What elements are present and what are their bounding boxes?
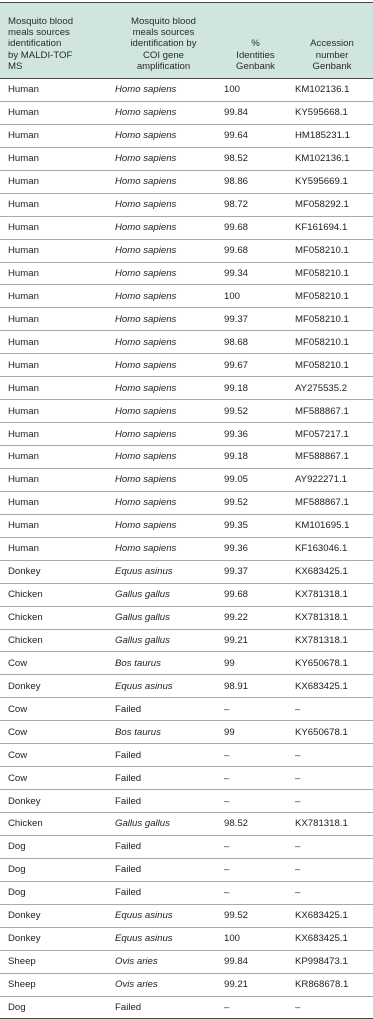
cell-identity-percent: 99.68	[216, 216, 291, 239]
cell-coi-species: Homo sapiens	[107, 216, 216, 239]
cell-maldi-source: Dog	[0, 996, 107, 1019]
cell-maldi-source: Human	[0, 354, 107, 377]
cell-coi-species: Homo sapiens	[107, 79, 216, 102]
cell-accession-number: MF058292.1	[291, 193, 373, 216]
header-text-line: Accession	[310, 38, 354, 50]
cell-maldi-source: Chicken	[0, 813, 107, 836]
table-row	[0, 101, 373, 124]
cell-accession-number: MF588867.1	[291, 400, 373, 423]
cell-coi-species: Homo sapiens	[107, 239, 216, 262]
header-text-line: by MALDI-TOF	[8, 49, 73, 61]
cell-accession-number: MF058210.1	[291, 331, 373, 354]
cell-coi-species: Homo sapiens	[107, 491, 216, 514]
cell-identity-percent: –	[216, 858, 291, 881]
table-row	[0, 629, 373, 652]
cell-identity-percent: 99.21	[216, 973, 291, 996]
table-row	[0, 514, 373, 537]
cell-coi-species: Failed	[107, 858, 216, 881]
table-row	[0, 835, 373, 858]
header-text-line: Mosquito blood	[8, 15, 74, 27]
cell-identity-percent: 99.34	[216, 262, 291, 285]
cell-maldi-source: Human	[0, 491, 107, 514]
cell-identity-percent: 99.84	[216, 950, 291, 973]
cell-identity-percent: 100	[216, 79, 291, 102]
cell-coi-species: Gallus gallus	[107, 629, 216, 652]
table-row	[0, 193, 373, 216]
cell-accession-number: KM101695.1	[291, 514, 373, 537]
cell-coi-species: Bos taurus	[107, 652, 216, 675]
cell-accession-number: –	[291, 996, 373, 1019]
cell-identity-percent: 99	[216, 652, 291, 675]
cell-accession-number: –	[291, 790, 373, 813]
cell-identity-percent: 99.84	[216, 101, 291, 124]
cell-accession-number: MF058210.1	[291, 239, 373, 262]
cell-accession-number: –	[291, 767, 373, 790]
cell-accession-number: KM102136.1	[291, 79, 373, 102]
header-text-line: COI gene	[142, 49, 185, 61]
table-row	[0, 790, 373, 813]
cell-maldi-source: Donkey	[0, 790, 107, 813]
cell-identity-percent: 98.52	[216, 813, 291, 836]
cell-maldi-source: Dog	[0, 835, 107, 858]
header-identities	[216, 3, 291, 79]
table-row	[0, 400, 373, 423]
cell-coi-species: Ovis aries	[107, 973, 216, 996]
cell-identity-percent: –	[216, 996, 291, 1019]
cell-coi-species: Failed	[107, 790, 216, 813]
cell-accession-number: KP998473.1	[291, 950, 373, 973]
table-header	[0, 3, 373, 79]
cell-identity-percent: 99.64	[216, 124, 291, 147]
cell-coi-species: Homo sapiens	[107, 537, 216, 560]
cell-coi-species: Homo sapiens	[107, 331, 216, 354]
table-row	[0, 262, 373, 285]
cell-identity-percent: 99.22	[216, 606, 291, 629]
table-body	[0, 79, 373, 1019]
cell-coi-species: Homo sapiens	[107, 468, 216, 491]
table-row	[0, 858, 373, 881]
table-row	[0, 331, 373, 354]
cell-identity-percent: 98.68	[216, 331, 291, 354]
cell-coi-species: Homo sapiens	[107, 446, 216, 469]
cell-maldi-source: Human	[0, 239, 107, 262]
cell-maldi-source: Human	[0, 147, 107, 170]
cell-identity-percent: 100	[216, 927, 291, 950]
cell-accession-number: KM102136.1	[291, 147, 373, 170]
cell-coi-species: Failed	[107, 835, 216, 858]
cell-coi-species: Homo sapiens	[107, 193, 216, 216]
cell-accession-number: KY595669.1	[291, 170, 373, 193]
cell-maldi-source: Sheep	[0, 950, 107, 973]
cell-identity-percent: 99.36	[216, 537, 291, 560]
table-row	[0, 354, 373, 377]
cell-accession-number: KR868678.1	[291, 973, 373, 996]
table-row	[0, 377, 373, 400]
cell-maldi-source: Human	[0, 285, 107, 308]
cell-identity-percent: –	[216, 744, 291, 767]
cell-identity-percent: 99.52	[216, 904, 291, 927]
cell-identity-percent: 99.21	[216, 629, 291, 652]
header-coi-amplification	[107, 3, 216, 79]
cell-identity-percent: 99.36	[216, 423, 291, 446]
cell-maldi-source: Cow	[0, 767, 107, 790]
cell-coi-species: Homo sapiens	[107, 514, 216, 537]
table-row	[0, 950, 373, 973]
cell-coi-species: Bos taurus	[107, 721, 216, 744]
cell-accession-number: KY650678.1	[291, 652, 373, 675]
table-row	[0, 285, 373, 308]
blood-meal-identification-table	[0, 2, 373, 1019]
cell-maldi-source: Human	[0, 446, 107, 469]
cell-maldi-source: Chicken	[0, 583, 107, 606]
cell-maldi-source: Dog	[0, 881, 107, 904]
header-text-line: meals sources	[8, 27, 70, 39]
cell-maldi-source: Human	[0, 193, 107, 216]
cell-maldi-source: Human	[0, 331, 107, 354]
cell-coi-species: Homo sapiens	[107, 308, 216, 331]
cell-coi-species: Homo sapiens	[107, 147, 216, 170]
cell-coi-species: Homo sapiens	[107, 423, 216, 446]
table-row	[0, 721, 373, 744]
cell-accession-number: MF588867.1	[291, 446, 373, 469]
cell-maldi-source: Human	[0, 468, 107, 491]
table-row	[0, 583, 373, 606]
header-text-line: MS	[8, 60, 23, 72]
cell-identity-percent: 99.05	[216, 468, 291, 491]
cell-accession-number: –	[291, 744, 373, 767]
table-row	[0, 675, 373, 698]
cell-identity-percent: 99.18	[216, 446, 291, 469]
cell-accession-number: KX683425.1	[291, 675, 373, 698]
cell-identity-percent: 99	[216, 721, 291, 744]
header-text-line: meals sources	[132, 27, 195, 39]
cell-maldi-source: Human	[0, 79, 107, 102]
cell-maldi-source: Human	[0, 124, 107, 147]
cell-maldi-source: Cow	[0, 721, 107, 744]
cell-accession-number: KF161694.1	[291, 216, 373, 239]
cell-maldi-source: Human	[0, 216, 107, 239]
table-row	[0, 973, 373, 996]
cell-accession-number: AY275535.2	[291, 377, 373, 400]
cell-coi-species: Homo sapiens	[107, 170, 216, 193]
cell-accession-number: –	[291, 881, 373, 904]
cell-coi-species: Equus asinus	[107, 675, 216, 698]
cell-maldi-source: Human	[0, 400, 107, 423]
cell-maldi-source: Human	[0, 537, 107, 560]
cell-identity-percent: 100	[216, 285, 291, 308]
header-row	[0, 3, 373, 79]
cell-maldi-source: Chicken	[0, 629, 107, 652]
cell-identity-percent: 99.52	[216, 491, 291, 514]
cell-maldi-source: Cow	[0, 744, 107, 767]
cell-identity-percent: 99.68	[216, 239, 291, 262]
table-row	[0, 308, 373, 331]
header-text-line: identification by	[130, 38, 197, 50]
cell-coi-species: Homo sapiens	[107, 400, 216, 423]
cell-coi-species: Homo sapiens	[107, 377, 216, 400]
cell-accession-number: –	[291, 698, 373, 721]
cell-maldi-source: Sheep	[0, 973, 107, 996]
cell-coi-species: Failed	[107, 698, 216, 721]
cell-maldi-source: Donkey	[0, 904, 107, 927]
cell-accession-number: KF163046.1	[291, 537, 373, 560]
cell-maldi-source: Human	[0, 262, 107, 285]
cell-maldi-source: Donkey	[0, 927, 107, 950]
cell-maldi-source: Human	[0, 423, 107, 446]
cell-identity-percent: –	[216, 881, 291, 904]
cell-accession-number: KX683425.1	[291, 560, 373, 583]
cell-maldi-source: Human	[0, 308, 107, 331]
cell-accession-number: –	[291, 858, 373, 881]
cell-identity-percent: 98.72	[216, 193, 291, 216]
table-row	[0, 744, 373, 767]
cell-accession-number: MF057217.1	[291, 423, 373, 446]
cell-identity-percent: 99.37	[216, 308, 291, 331]
cell-maldi-source: Cow	[0, 652, 107, 675]
table-row	[0, 216, 373, 239]
header-accession	[291, 3, 373, 79]
header-maldi-tof	[0, 3, 107, 79]
cell-maldi-source: Donkey	[0, 675, 107, 698]
cell-identity-percent: 98.86	[216, 170, 291, 193]
cell-coi-species: Homo sapiens	[107, 101, 216, 124]
cell-accession-number: MF058210.1	[291, 262, 373, 285]
table-row	[0, 239, 373, 262]
cell-accession-number: KX781318.1	[291, 583, 373, 606]
table-row	[0, 813, 373, 836]
cell-identity-percent: –	[216, 767, 291, 790]
table-row	[0, 468, 373, 491]
cell-identity-percent: 99.18	[216, 377, 291, 400]
cell-coi-species: Homo sapiens	[107, 285, 216, 308]
cell-identity-percent: –	[216, 790, 291, 813]
table-row	[0, 423, 373, 446]
header-text-line: amplification	[136, 60, 191, 72]
table-row	[0, 79, 373, 102]
header-text-line: number	[315, 49, 349, 61]
header-text-line: identification	[8, 38, 62, 50]
cell-coi-species: Equus asinus	[107, 904, 216, 927]
cell-accession-number: KX781318.1	[291, 629, 373, 652]
cell-maldi-source: Cow	[0, 698, 107, 721]
header-text-line: Identities	[236, 49, 275, 61]
cell-accession-number: MF058210.1	[291, 285, 373, 308]
cell-accession-number: KX781318.1	[291, 606, 373, 629]
table-row	[0, 170, 373, 193]
table-row	[0, 767, 373, 790]
cell-maldi-source: Human	[0, 514, 107, 537]
table-row	[0, 881, 373, 904]
cell-identity-percent: –	[216, 698, 291, 721]
cell-accession-number: KX683425.1	[291, 904, 373, 927]
cell-coi-species: Gallus gallus	[107, 813, 216, 836]
cell-accession-number: KY595668.1	[291, 101, 373, 124]
header-text-line: %	[251, 38, 260, 50]
cell-coi-species: Failed	[107, 744, 216, 767]
cell-identity-percent: –	[216, 835, 291, 858]
table-row	[0, 537, 373, 560]
table-row	[0, 491, 373, 514]
cell-coi-species: Failed	[107, 996, 216, 1019]
table-row	[0, 996, 373, 1019]
cell-coi-species: Failed	[107, 881, 216, 904]
cell-accession-number: MF058210.1	[291, 308, 373, 331]
cell-accession-number: –	[291, 835, 373, 858]
table-row	[0, 606, 373, 629]
cell-coi-species: Equus asinus	[107, 927, 216, 950]
cell-maldi-source: Human	[0, 101, 107, 124]
cell-accession-number: HM185231.1	[291, 124, 373, 147]
cell-maldi-source: Chicken	[0, 606, 107, 629]
header-text-line: Genbank	[236, 60, 275, 72]
cell-maldi-source: Donkey	[0, 560, 107, 583]
cell-accession-number: KX683425.1	[291, 927, 373, 950]
cell-accession-number: KY650678.1	[291, 721, 373, 744]
header-text-line: Genbank	[312, 60, 352, 72]
cell-coi-species: Gallus gallus	[107, 606, 216, 629]
cell-accession-number: MF058210.1	[291, 354, 373, 377]
cell-accession-number: KX781318.1	[291, 813, 373, 836]
cell-maldi-source: Human	[0, 377, 107, 400]
cell-identity-percent: 99.35	[216, 514, 291, 537]
table-row	[0, 927, 373, 950]
cell-identity-percent: 99.68	[216, 583, 291, 606]
cell-coi-species: Homo sapiens	[107, 354, 216, 377]
cell-identity-percent: 98.52	[216, 147, 291, 170]
cell-coi-species: Homo sapiens	[107, 124, 216, 147]
cell-accession-number: MF588867.1	[291, 491, 373, 514]
table-row	[0, 904, 373, 927]
cell-identity-percent: 98.91	[216, 675, 291, 698]
cell-identity-percent: 99.37	[216, 560, 291, 583]
header-text-line: Mosquito blood	[130, 15, 197, 27]
cell-coi-species: Ovis aries	[107, 950, 216, 973]
cell-maldi-source: Dog	[0, 858, 107, 881]
cell-coi-species: Gallus gallus	[107, 583, 216, 606]
table-row	[0, 124, 373, 147]
cell-coi-species: Failed	[107, 767, 216, 790]
cell-identity-percent: 99.67	[216, 354, 291, 377]
cell-coi-species: Homo sapiens	[107, 262, 216, 285]
cell-identity-percent: 99.52	[216, 400, 291, 423]
table-row	[0, 652, 373, 675]
cell-maldi-source: Human	[0, 170, 107, 193]
table-row	[0, 446, 373, 469]
table-row	[0, 147, 373, 170]
table-row	[0, 560, 373, 583]
cell-accession-number: AY922271.1	[291, 468, 373, 491]
cell-coi-species: Equus asinus	[107, 560, 216, 583]
table-row	[0, 698, 373, 721]
